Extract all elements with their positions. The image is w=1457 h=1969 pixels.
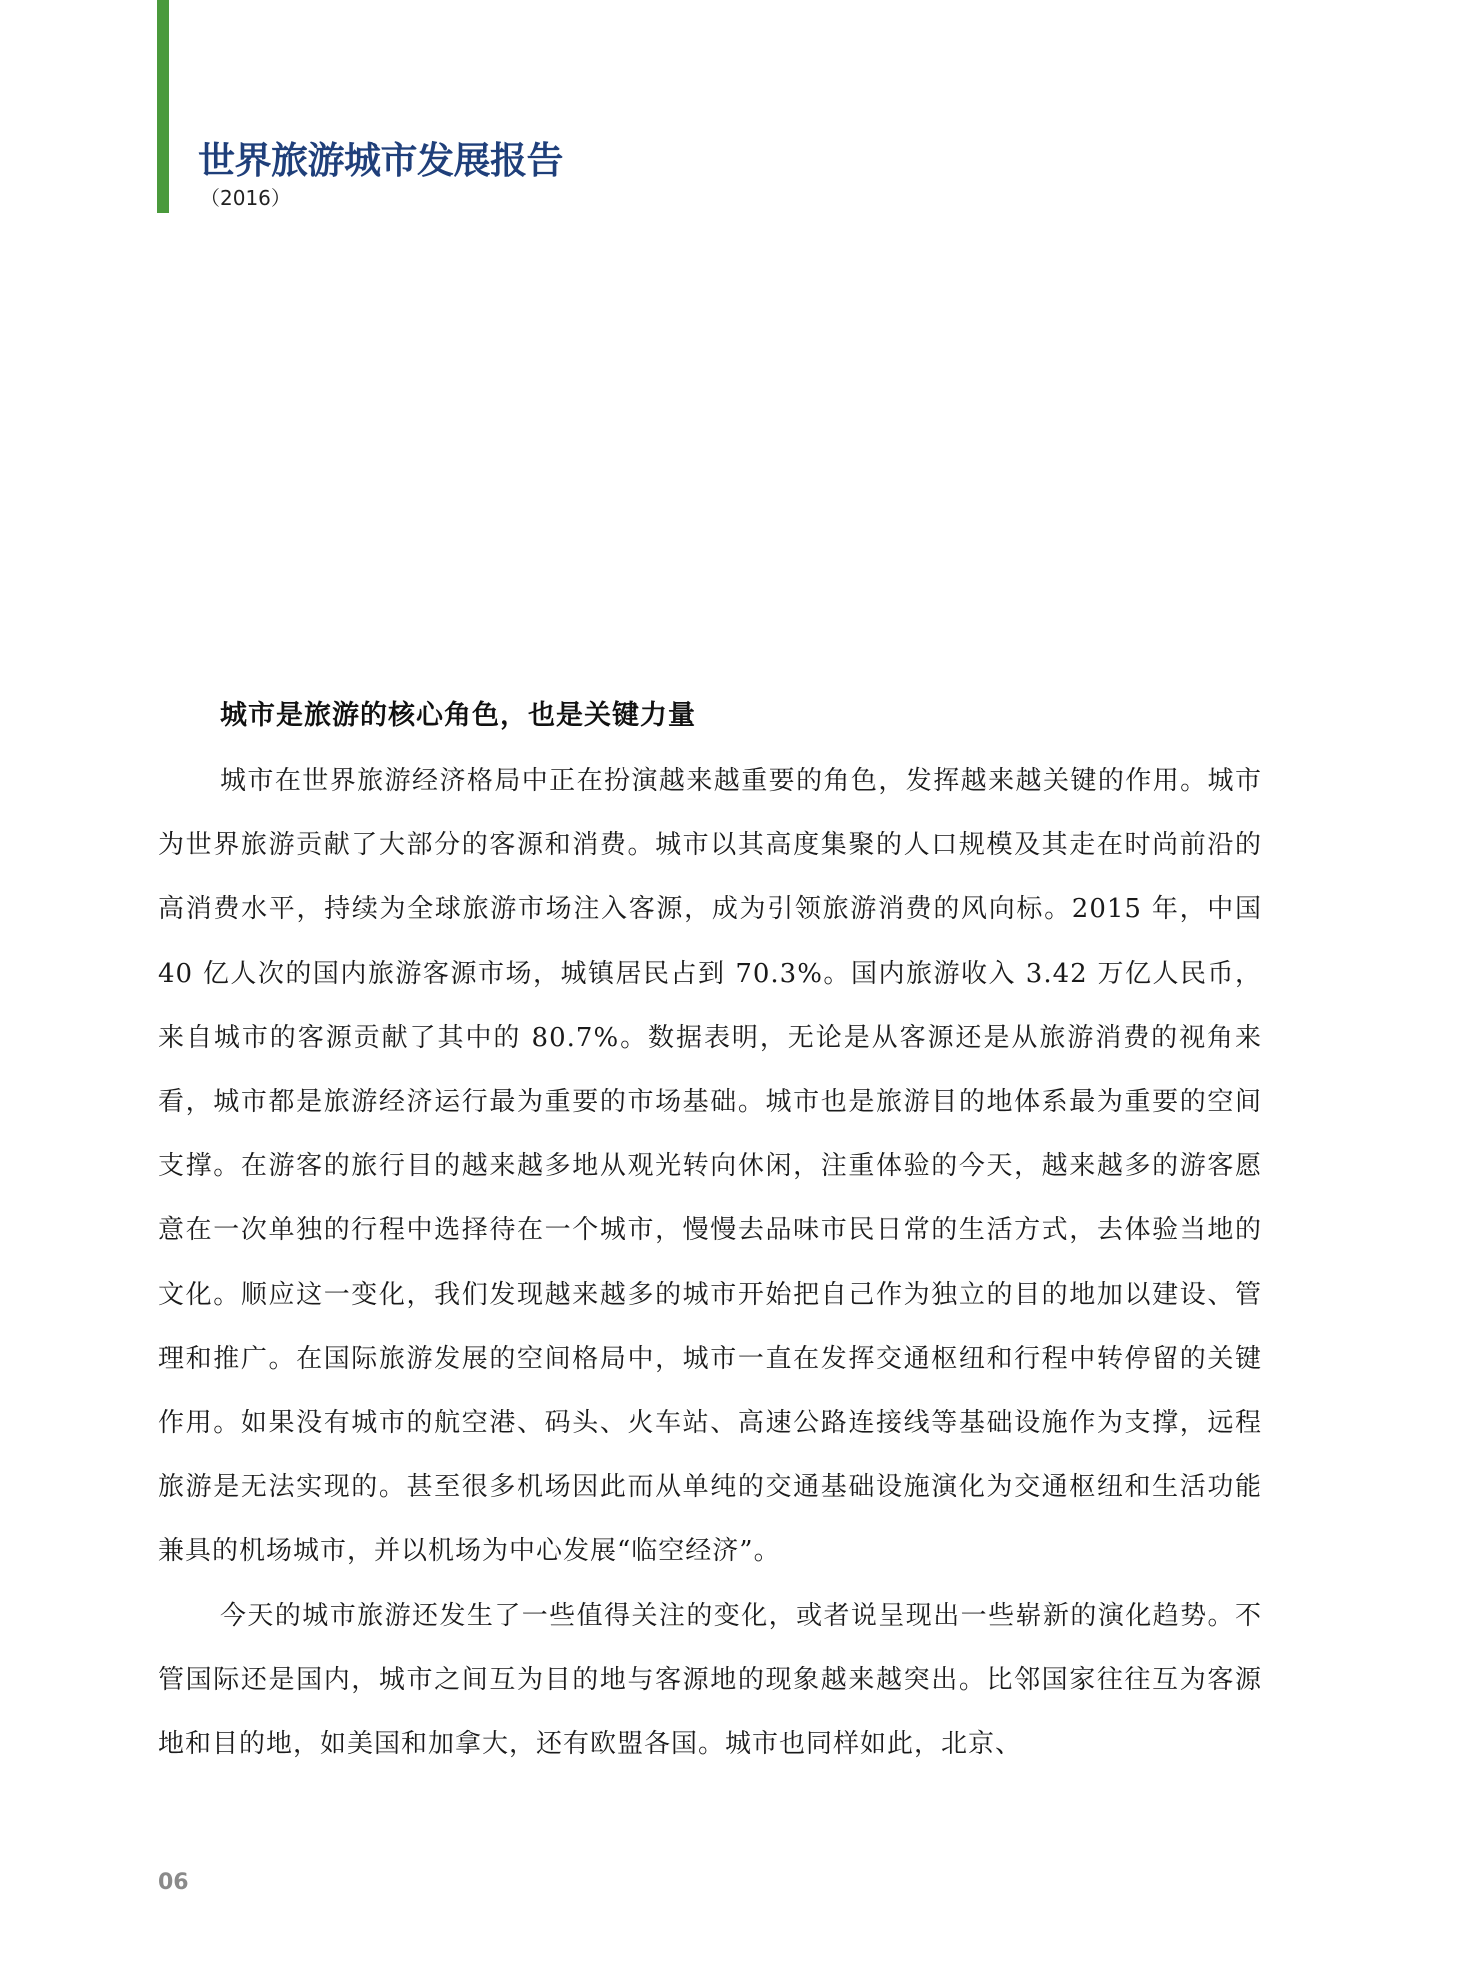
report-year: （2016）	[200, 186, 291, 210]
report-title: 世界旅游城市发展报告	[198, 139, 563, 182]
page-number: 06	[158, 1870, 189, 1895]
body-paragraph-2: 今天的城市旅游还发生了一些值得关注的变化，或者说呈现出一些崭新的演化趋势。不管国际还是国内，城市之间互为目的地与客源地的现象越来越突出。比邻国家往往互为客源地和目的地，如美国和加拿大，还有欧盟各国。城市也同样如此，北京、	[158, 1600, 1262, 1760]
section-heading: 城市是旅游的核心角色，也是关键力量	[220, 700, 696, 731]
main-content	[158, 683, 1262, 1776]
header-accent-bar	[157, 0, 169, 213]
body-paragraph-1: 城市在世界旅游经济格局中正在扮演越来越重要的角色，发挥越来越关键的作用。城市为世界旅游贡献了大部分的客源和消费。城市以其高度集聚的人口规模及其走在时尚前沿的高消费水平，持续为全球旅游市场注入客源，成为引领旅游消费的风向标。2015 年，中国 40 亿人次的国内旅游客源市场，城镇居民占到 70.3%。国内旅游收入 3.42 万亿人民币， 来自城市的客源贡献了其中的 80.7%。数据表明，无论是从客源还是从旅游消费的视角来看，城市都是旅游经济运行最为重要的市场基础。城市也是旅游目的地体系最为重要的空间支撑。在游客的旅行目的越来越多地从观光转向休闲，注重体验的今天，越来越多的游客愿意在一次单独的行程中选择待在一个城市，慢慢去品味市民日常的生活方式，去体验当地的文化。顺应这一变化，我们发现越来越多的城市开始把自己作为独立的目的地加以建设、管理和推广。在国际旅游发展的空间格局中，城市一直在发挥交通枢纽和行程中转停留的关键作用。如果没有城市的航空港、码头、火车站、高速公路连接线等基础设施作为支撑，远程旅游是无法实现的。甚至很多机场因此而从单纯的交通基础设施演化为交通枢纽和生活功能兼具的机场城市，并以机场为中心发展“临空经济”。	[158, 766, 1262, 1567]
